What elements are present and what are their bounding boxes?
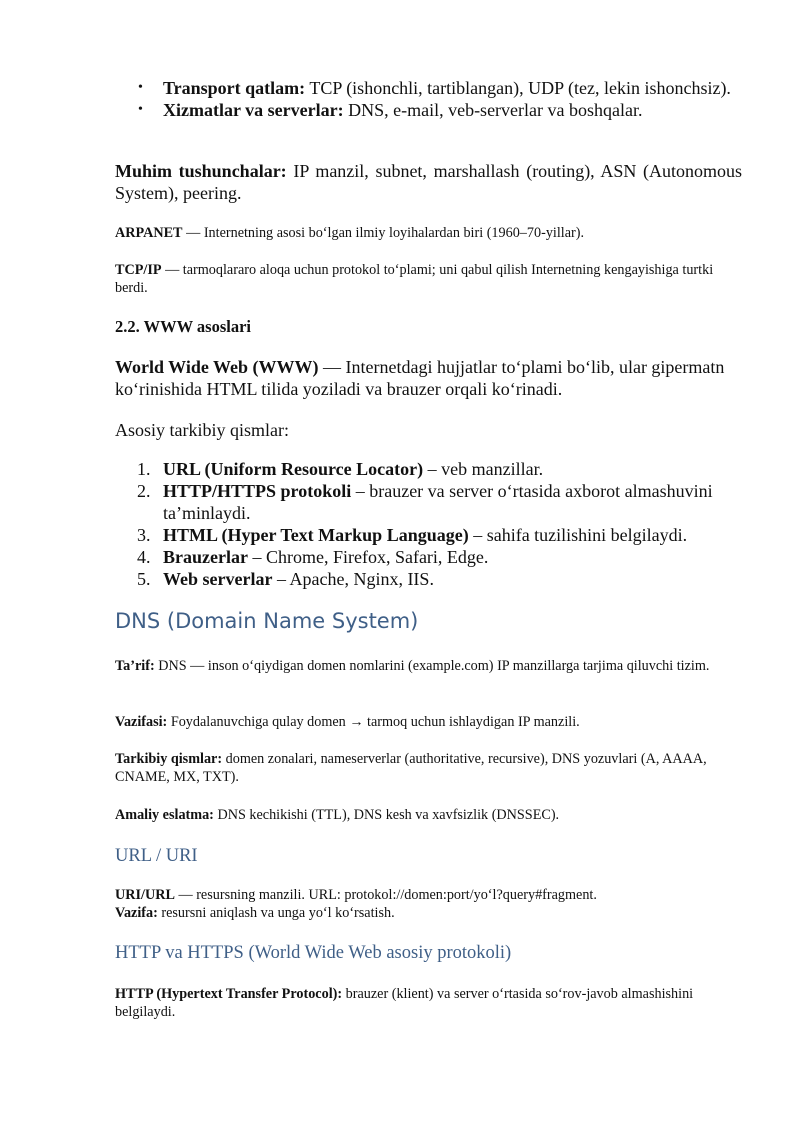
list-item-label: Web serverlar — [163, 569, 273, 589]
bullet-list — [115, 77, 742, 121]
muhim-label: Muhim tushunchalar: — [115, 161, 287, 181]
tcpip-label: TCP/IP — [115, 262, 162, 278]
list-item-text: – brauzer va server o‘rtasida axborot almashuvini ta’minlaydi. — [163, 481, 713, 523]
http-definition — [115, 985, 742, 1021]
components-list — [115, 458, 742, 590]
vazifasi-label: Vazifasi: — [115, 714, 168, 730]
components-intro: Asosiy tarkibiy qismlar: — [115, 420, 289, 440]
www-text: — Internetdagi hujjatlar to‘plami bo‘lib, ular gipermatn ko‘rinishida HTML tilida yoziladi va brauzer orqali ko‘rinadi. — [115, 357, 725, 399]
amaliy-text: DNS kechikishi (TTL), DNS kesh va xavfsizlik (DNSSEC). — [213, 807, 560, 823]
list-item-text: TCP (ishonchli, tartiblangan), UDP (tez, lekin ishonchsiz). — [305, 78, 731, 98]
dns-vazifasi — [115, 713, 742, 731]
tarif-text: DNS — inson o‘qiydigan domen nomlarini (example.com) IP manzillarga tarjima qiluvchi tizim. — [154, 658, 710, 674]
tarkibiy-label: Tarkibiy qismlar: — [115, 751, 223, 767]
bullet-icon: • — [138, 80, 143, 95]
list-item — [115, 458, 742, 480]
dns-tarkibiy — [115, 750, 742, 786]
list-item-text: DNS, e-mail, veb-serverlar va boshqalar. — [343, 100, 643, 120]
list-item-label: Transport qatlam: — [163, 78, 306, 98]
dns-tarif — [115, 657, 742, 675]
www-label: World Wide Web (WWW) — [115, 357, 319, 377]
http-text: brauzer (klient) va server o‘rtasida so‘rov-javob almashishini belgilaydi. — [115, 986, 694, 1020]
list-item-text: – Chrome, Firefox, Safari, Edge. — [247, 547, 489, 567]
list-item-label: HTML (Hyper Text Markup Language) — [163, 525, 469, 545]
url-heading: URL / URI — [115, 846, 198, 866]
amaliy-label: Amaliy eslatma: — [115, 807, 214, 823]
list-number: 4. — [137, 547, 151, 567]
url-definition — [115, 886, 742, 922]
list-item-text: – Apache, Nginx, IIS. — [272, 569, 434, 589]
bullet-icon: • — [138, 102, 143, 117]
list-item-text: – sahifa tuzilishini belgilaydi. — [468, 525, 688, 545]
url-vazifa-text: resursni aniqlash va unga yo‘l ko‘rsatish. — [157, 905, 395, 921]
url-vazifa-label: Vazifa: — [115, 905, 158, 921]
tcpip-paragraph — [115, 261, 742, 297]
vazifasi-text: Foydalanuvchiga qulay domen → tarmoq uchun ishlaydigan IP manzili. — [167, 714, 580, 730]
muhim-text: IP manzil, subnet, marshallash (routing), ASN (Autonomous System), peering. — [115, 161, 742, 203]
tcpip-text: — tarmoqlararo aloqa uchun protokol to‘plami; uni qabul qilish Internetning kengayishiga turtki berdi. — [115, 262, 714, 296]
list-number: 5. — [137, 569, 151, 589]
http-label: HTTP (Hypertext Transfer Protocol): — [115, 986, 343, 1002]
url-label: URI/URL — [115, 887, 175, 903]
list-number: 2. — [137, 481, 151, 501]
www-definition — [115, 356, 742, 400]
list-item-label: HTTP/HTTPS protokoli — [163, 481, 352, 501]
list-item — [115, 99, 742, 121]
list-item — [115, 480, 742, 524]
list-number: 3. — [137, 525, 151, 545]
list-item — [115, 77, 742, 99]
list-item — [115, 546, 742, 568]
tarif-label: Ta’rif: — [115, 658, 155, 674]
list-item-text: – veb manzillar. — [423, 459, 544, 479]
section-heading-www: 2.2. WWW asoslari — [115, 317, 251, 336]
list-item-label: Xizmatlar va serverlar: — [163, 100, 344, 120]
http-heading: HTTP va HTTPS (World Wide Web asosiy protokoli) — [115, 943, 512, 963]
arpanet-paragraph — [115, 224, 742, 242]
dns-amaliy — [115, 806, 742, 824]
arpanet-label: ARPANET — [115, 225, 183, 241]
arpanet-text: — Internetning asosi bo‘lgan ilmiy loyihalardan biri (1960–70-yillar). — [182, 225, 585, 241]
list-item-label: URL (Uniform Resource Locator) — [163, 459, 424, 479]
list-item — [115, 524, 742, 546]
url-text: — resursning manzili. URL: protokol://domen:port/yo‘l?query#fragment. — [174, 887, 597, 903]
list-item-label: Brauzerlar — [163, 547, 248, 567]
list-number: 1. — [137, 459, 151, 479]
muhim-paragraph — [115, 160, 742, 204]
dns-heading: DNS (Domain Name System) — [115, 609, 419, 633]
list-item — [115, 568, 742, 590]
tarkibiy-text: domen zonalari, nameserverlar (authoritative, recursive), DNS yozuvlari (A, AAAA, CNAME, MX, TXT). — [115, 751, 707, 785]
